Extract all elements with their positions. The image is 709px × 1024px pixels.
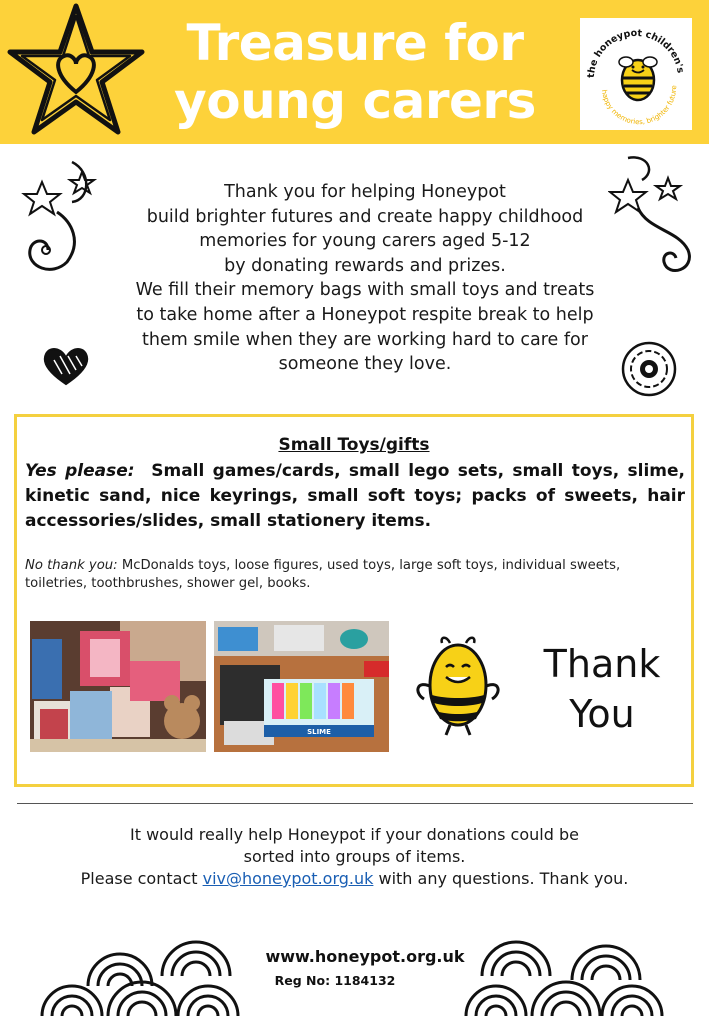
divider [17,803,693,804]
footer-line-3 [40,868,669,890]
intro-text [100,180,630,377]
gifts-box [14,414,694,787]
thank-you-text [522,639,682,739]
toys-photo [30,621,206,752]
intro-line: memories for young carers aged 5-12 [199,231,531,252]
no-thank-you-lead: No thank you: [25,558,118,573]
slime-photo [214,621,389,752]
header-banner [0,0,709,144]
scallop-doodle-right-icon [462,916,668,1016]
thank-line-1: Thank [543,642,661,686]
bee-icon [410,633,506,737]
email-link[interactable]: viv@honeypot.org.uk [202,869,374,888]
slime-pack-label: SLIME [307,728,331,736]
footer-line-1: It would really help Honeypot if your donations could be [130,825,579,844]
footer-line-2: sorted into groups of items. [243,847,466,866]
no-thank-you-text [25,557,685,593]
intro-line: Thank you for helping Honeypot [224,182,506,202]
registration-number: Reg No: 1184132 [274,973,396,988]
heart-doodle-icon [40,344,92,388]
intro-line: them smile when they are working hard to care for [142,329,588,350]
intro-line: build brighter futures and create happy childhood [146,206,584,227]
yes-please-lead: Yes please: [25,461,135,481]
footer-text [40,824,669,890]
scallop-doodle-left-icon [38,916,244,1016]
footer-line-3-post: with any questions. Thank you. [373,869,629,888]
footer-line-3-pre: Please contact [80,869,203,888]
bee-logo-icon [580,18,692,130]
charity-logo [580,18,692,130]
logo-text-bottom: happy memories, brighter future [599,85,679,127]
swirl-stars-left-icon [12,152,102,284]
intro-line: someone they love. [278,354,452,375]
title-line-1: Treasure for [186,14,524,72]
intro-line: to take home after a Honeypot respite break to help [136,304,594,325]
website-link[interactable]: www.honeypot.org.uk [265,947,465,966]
yes-please-text [25,459,685,534]
no-thank-you-items: McDonalds toys, loose figures, used toys, large soft toys, individual sweets, toiletries, toothbrushes, shower gel, books. [25,558,621,591]
logo-text-top: the honeypot children's [585,27,686,79]
title-line-2: young carers [174,72,536,130]
gifts-title: Small Toys/gifts [278,435,430,455]
heart-star-icon [6,2,146,140]
intro-line: We fill their memory bags with small toys and treats [135,280,595,301]
intro-line: by donating rewards and prizes. [224,255,506,276]
thank-line-2: You [569,692,635,736]
yes-please-items: Small games/cards, small lego sets, small toys, slime, kinetic sand, nice keyrings, small soft toys; packs of sweets, hair accessories/slides, small stationery items. [25,461,685,531]
page-title [150,14,560,130]
